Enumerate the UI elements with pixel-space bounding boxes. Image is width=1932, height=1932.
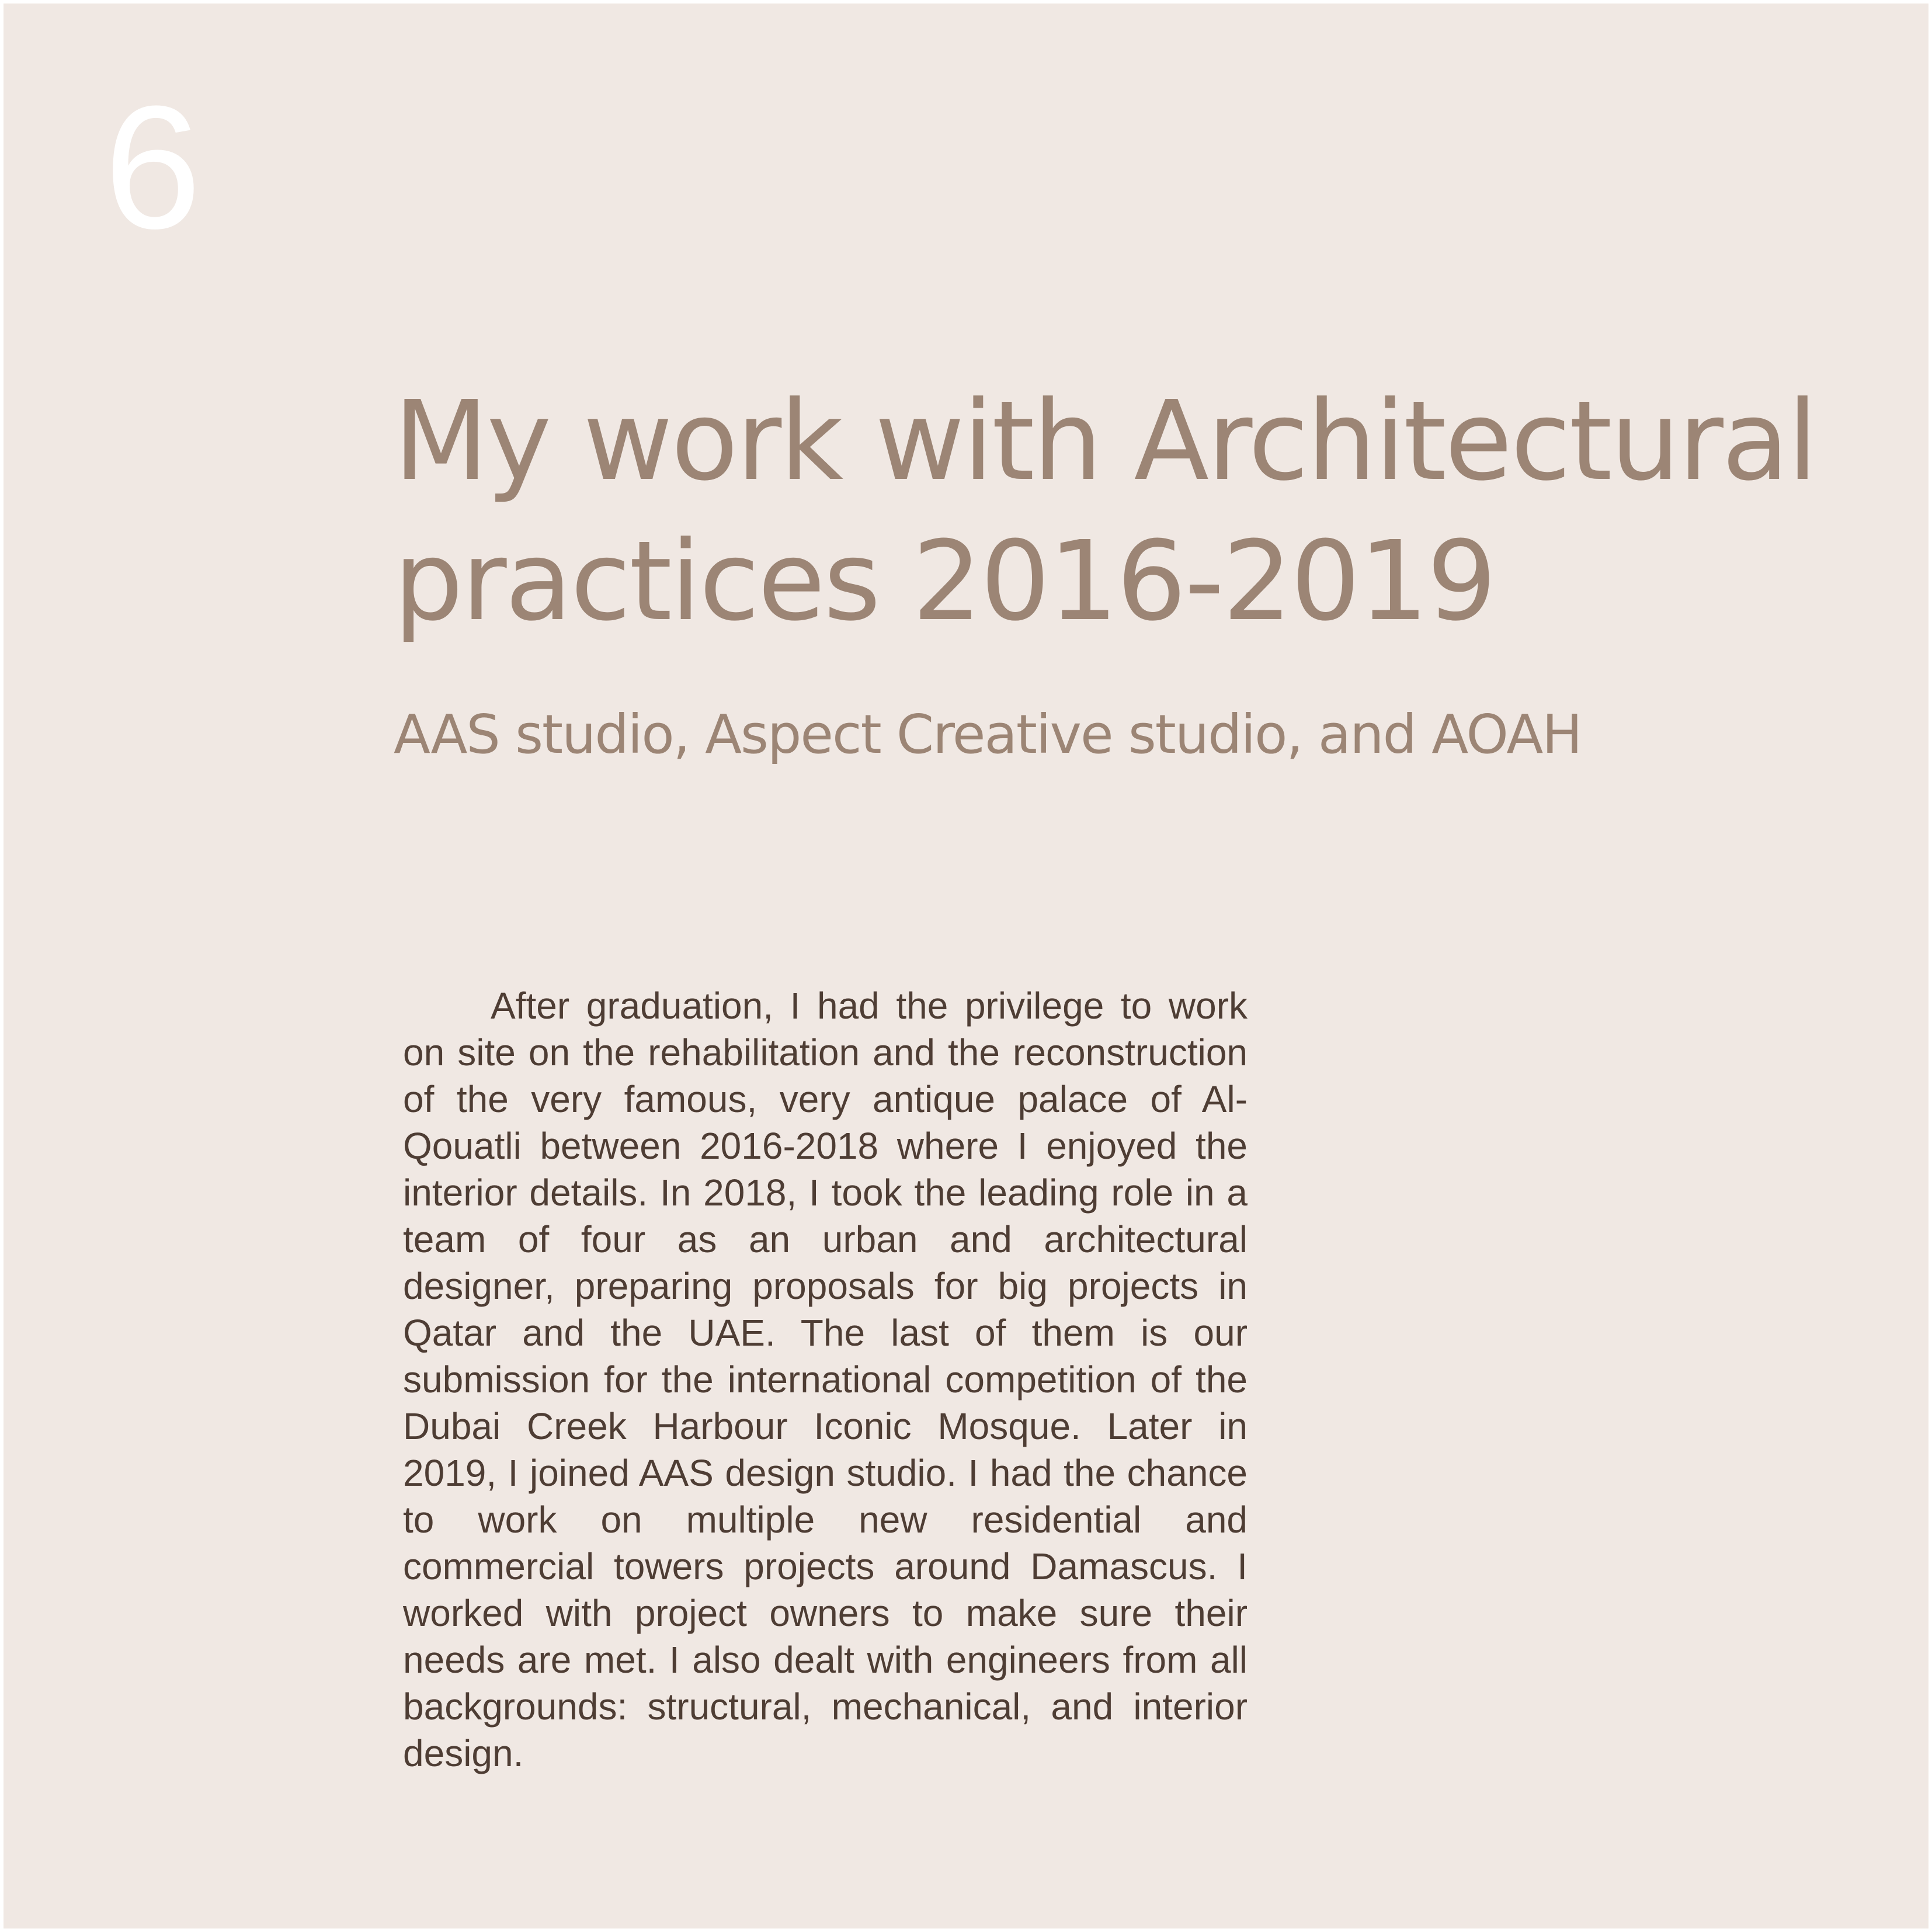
document-page [4, 4, 1928, 1928]
page-number: 6 [104, 69, 201, 265]
page-subtitle: AAS studio, Aspect Creative studio, and AOAH [394, 703, 1582, 766]
body-paragraph: After graduation, I had the privilege to work on site on the rehabilitation and the reconstruction of the very famous, very antique palace of Al-Qouatli between 2016-2018 where I enjoyed the interior details. In 2018, I took the leading role in a team of four as an urban and architectural designer, preparing proposals for big projects in Qatar and the UAE. The last of them is our submission for the international competition of the Dubai Creek Harbour Iconic Mosque. Later in 2019, I joined AAS design studio. I had the chance to work on multiple new residential and commercial towers projects around Damascus. I worked with project owners to make sure their needs are met. I also dealt with engineers from all backgrounds: structural, mechanical, and interior design. [403, 985, 1248, 1774]
page-title: My work with Architectural practices 2016-2019 [394, 377, 1816, 645]
